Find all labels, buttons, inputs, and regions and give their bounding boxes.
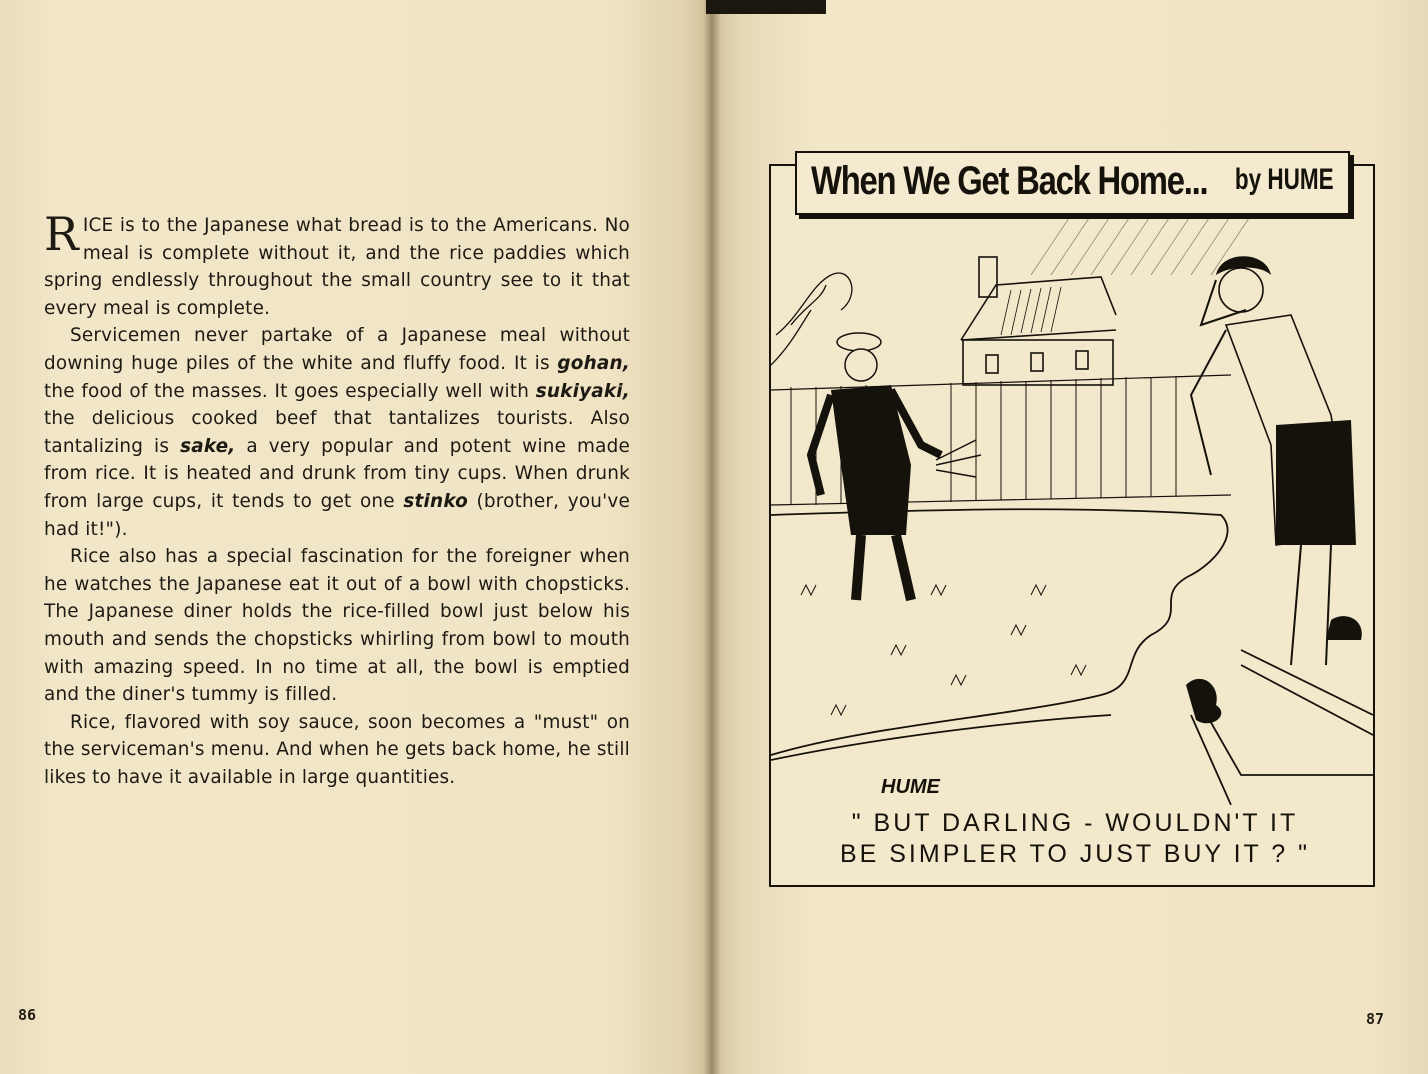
paragraph-2-text-c: the delicious cooked beef that tantalizes tourists. Also tantalizing is bbox=[44, 408, 630, 457]
cartoon-caption bbox=[790, 808, 1360, 870]
paragraph-1-text: ICE is to the Japanese what bread is to the Americans. No meal is complete without it, and the rice paddies which spring endlessly throughout the small country see to it that every meal is complete. bbox=[44, 215, 630, 319]
paragraph-3: Rice also has a special fascination for the foreigner when he watches the Japanese eat it out of a bowl with chopsticks. The Japanese diner holds the rice-filled bowl just below his mouth and sends the chopsticks whirling from bowl to mouth with amazing speed. In no time at all, the bowl is emptied and the diner's tummy is filled. bbox=[44, 546, 630, 706]
bleed-through-shadow bbox=[60, 130, 640, 200]
sailor-figure bbox=[811, 333, 981, 600]
cartoon-title-banner bbox=[795, 151, 1350, 215]
term-gohan: gohan, bbox=[557, 352, 630, 374]
artist-signature: HUME bbox=[881, 776, 940, 798]
paragraph-2-text-b: the food of the masses. It goes especially well with bbox=[44, 380, 536, 402]
term-sake: sake, bbox=[180, 435, 236, 457]
paragraph-4: Rice, flavored with soy sauce, soon becomes a "must" on the serviceman's menu. And when he gets back home, he still likes to have it available in large quantities. bbox=[44, 711, 630, 788]
page-number-right: 87 bbox=[1366, 1010, 1385, 1028]
woman-figure bbox=[1191, 256, 1356, 665]
top-shadow bbox=[706, 0, 826, 14]
term-stinko: stinko bbox=[403, 490, 468, 512]
drop-cap: R bbox=[44, 207, 79, 261]
caption-line-1: " BUT DARLING - WOULDN'T IT bbox=[851, 809, 1299, 837]
page-number-left: 86 bbox=[18, 1006, 37, 1024]
body-text bbox=[44, 207, 630, 791]
paragraph-2-text-d: a very popular and potent wine made from rice. It is heated and drunk from tiny cups. When drunk from large cups, it tends to get one bbox=[44, 435, 630, 512]
term-sukiyaki: sukiyaki, bbox=[535, 380, 630, 402]
left-page bbox=[0, 0, 712, 1074]
cartoon-byline: by HUME bbox=[1235, 163, 1334, 196]
book-gutter bbox=[703, 0, 721, 1074]
paragraph-2 bbox=[44, 322, 630, 543]
cartoon-title: When We Get Back Home... bbox=[811, 159, 1208, 203]
caption-line-2: BE SIMPLER TO JUST BUY IT ? " bbox=[839, 840, 1311, 868]
paragraph-2-text-e: (brother, you've had it!"). bbox=[44, 490, 630, 540]
cartoon-illustration bbox=[771, 215, 1373, 805]
paragraph-1 bbox=[44, 207, 630, 322]
paragraph-2-text-a: Servicemen never partake of a Japanese meal without downing huge piles of the white and fluffy food. It is bbox=[44, 325, 630, 374]
